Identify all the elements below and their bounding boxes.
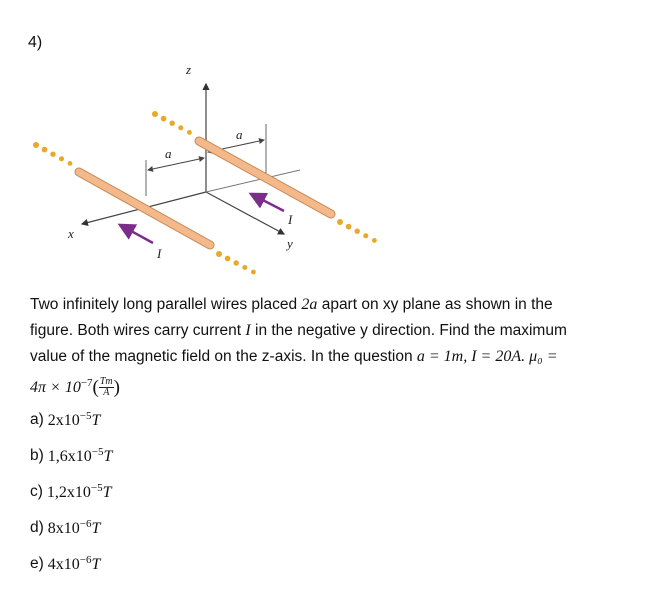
option-d[interactable]: d) $8x10^{-6}T$	[30, 518, 101, 537]
wire-dot	[178, 125, 183, 130]
option-e[interactable]: e) $4x10^{-6}T$	[30, 554, 101, 573]
wire-dot	[170, 121, 175, 126]
current-right-label: I	[288, 212, 293, 227]
two-wires-figure	[0, 0, 666, 290]
wire-dot	[225, 256, 231, 262]
wire-dot	[50, 152, 55, 157]
wire-dot	[355, 229, 360, 234]
y-axis-label: y	[287, 236, 293, 251]
wire-dot	[337, 219, 343, 225]
spacing-right-label: a	[236, 127, 243, 142]
wire-dot	[152, 111, 158, 117]
current-arrow-right	[253, 195, 284, 211]
current-left-label: I	[157, 246, 162, 261]
wire-dot	[161, 116, 167, 122]
wire-dot	[242, 265, 247, 270]
current-arrow-left	[122, 226, 153, 243]
problem-statement	[30, 292, 636, 401]
dim-left-arrow	[148, 164, 176, 170]
problem-line-3: value of the magnetic field on the z-axis. In the question a = 1m, I = 20A. μ₀ =	[30, 348, 558, 365]
wire-dot	[372, 238, 377, 243]
option-b[interactable]: b) $1,6x10^{-5}T$	[30, 446, 113, 465]
wire-right	[199, 141, 331, 214]
problem-line-4: $4\pi \times 10^{-7}$( $\frac{Tm}{A}$ )	[30, 376, 120, 399]
problem-line-1: Two infinitely long parallel wires placed 2a apart on xy plane as shown in the	[30, 296, 553, 313]
dim-left-arrow-2	[176, 158, 204, 164]
wire-dot	[33, 142, 39, 148]
option-a[interactable]: a) $2x10^{-5}T$	[30, 410, 101, 429]
wire-dot	[59, 156, 64, 161]
wire-dot	[346, 224, 352, 230]
wire-left-back-dots	[33, 142, 72, 166]
wire-dot	[216, 251, 222, 257]
wire-dot	[68, 161, 73, 166]
wire-dot	[187, 130, 192, 135]
problem-line-2: figure. Both wires carry current I in the negative y direction. Find the maximum	[30, 322, 567, 339]
wire-dot	[42, 147, 48, 153]
x-axis-label: x	[68, 226, 74, 241]
wire-dot	[251, 270, 256, 275]
option-c[interactable]: c) $1,2x10^{-5}T$	[30, 482, 112, 501]
z-axis-label: z	[186, 62, 192, 77]
answer-options	[30, 402, 112, 582]
units-fraction: $\frac{Tm}{A}$	[99, 376, 113, 399]
spacing-left-label: a	[165, 146, 172, 161]
wire-right-front-dots	[337, 219, 377, 243]
wire-dot	[363, 233, 368, 238]
wire-dot	[234, 260, 239, 265]
wire-right-back-dots	[152, 111, 192, 135]
question-number: 4)	[28, 34, 43, 51]
wire-left	[79, 172, 210, 245]
y-axis	[206, 192, 284, 234]
wire-left-front-dots	[216, 251, 256, 274]
